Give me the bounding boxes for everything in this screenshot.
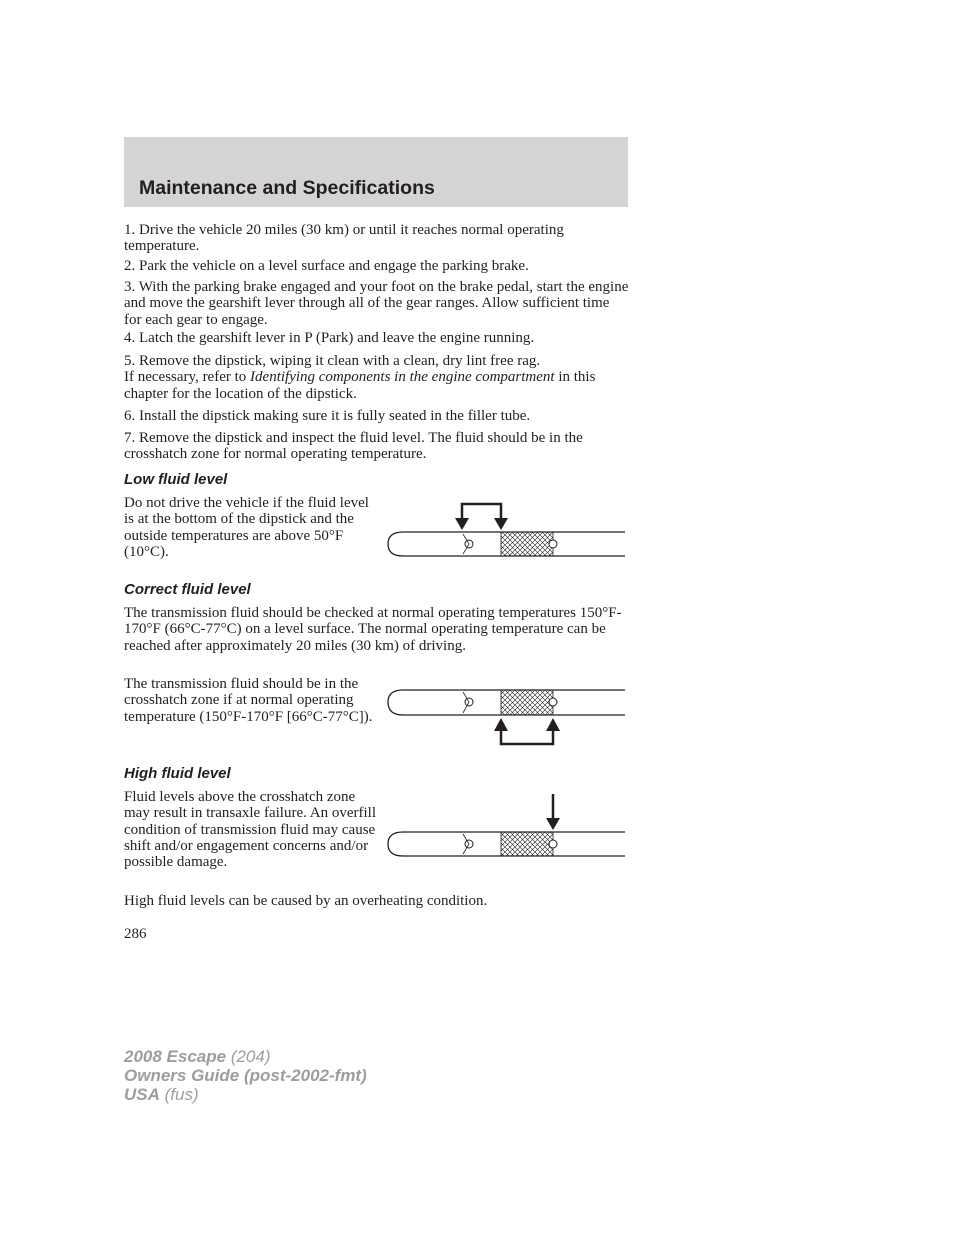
dipstick-blade xyxy=(388,832,625,856)
step-5-reference: Identifying components in the engine compartment xyxy=(250,369,555,386)
dipstick-blade xyxy=(388,690,625,715)
step-5-suffix: in this chapter for the location of the dipstick. xyxy=(124,369,596,402)
level-arrow xyxy=(546,794,560,830)
section-header-band xyxy=(124,137,628,207)
correct-fluid-heading: Correct fluid level xyxy=(124,581,251,598)
footer-model-code: (204) xyxy=(226,1047,271,1066)
step-6: 6. Install the dipstick making sure it is fully seated in the filler tube. xyxy=(124,408,531,424)
level-arrows xyxy=(494,718,560,744)
dipstick-low-diagram xyxy=(385,500,630,562)
high-fluid-heading: High fluid level xyxy=(124,765,231,782)
high-fluid-text-1: Fluid levels above the crosshatch zone may result in transaxle failure. An overfill condition of transmission fluid may cause shift and/or engagement concerns and/or possible damage. xyxy=(124,789,377,871)
footer-guide: Owners Guide (post-2002-fmt) xyxy=(124,1066,367,1085)
step-7: 7. Remove the dipstick and inspect the fluid level. The fluid should be in the crosshatch zone for normal operating temperature. xyxy=(124,430,583,463)
footer-model: 2008 Escape xyxy=(124,1047,227,1066)
correct-fluid-text-2: The transmission fluid should be in the crosshatch zone if at normal operating temperature (150°F-170°F [66°C-77°C]). xyxy=(124,676,373,725)
level-arrows xyxy=(455,504,508,530)
low-fluid-heading: Low fluid level xyxy=(124,471,228,488)
step-1: 1. Drive the vehicle 20 miles (30 km) or until it reaches normal operating temperature. xyxy=(124,222,564,255)
step-5-line1: 5. Remove the dipstick, wiping it clean with a clean, dry lint free rag. xyxy=(124,353,541,369)
step-3: 3. With the parking brake engaged and your foot on the brake pedal, start the engine and move the gearshift lever through all of the gear ranges. Allow sufficient time for each gear to engage. xyxy=(124,279,629,328)
step-5 xyxy=(124,353,630,402)
footer-region-code: (fus) xyxy=(159,1085,199,1104)
section-title: Maintenance and Specifications xyxy=(139,177,435,199)
document-footer xyxy=(124,1047,367,1104)
dipstick-correct-diagram xyxy=(385,685,630,747)
dipstick-blade xyxy=(388,532,625,556)
low-fluid-text: Do not drive the vehicle if the fluid level is at the bottom of the dipstick and the outside temperatures are above 50°F (10°C). xyxy=(124,495,369,560)
step-5-prefix: If necessary, refer to xyxy=(124,369,251,386)
step-2: 2. Park the vehicle on a level surface and engage the parking brake. xyxy=(124,258,529,274)
page-number: 286 xyxy=(124,926,147,942)
dipstick-high-diagram xyxy=(385,792,630,858)
step-4: 4. Latch the gearshift lever in P (Park) and leave the engine running. xyxy=(124,330,535,346)
high-fluid-text-2: High fluid levels can be caused by an overheating condition. xyxy=(124,893,488,909)
correct-fluid-text-1: The transmission fluid should be checked at normal operating temperatures 150°F-170°F (66°C-77°C) on a level surface. The normal operating temperature can be reached after approximately 20 miles (30 km) of driving. xyxy=(124,605,622,654)
footer-region: USA xyxy=(124,1085,160,1104)
